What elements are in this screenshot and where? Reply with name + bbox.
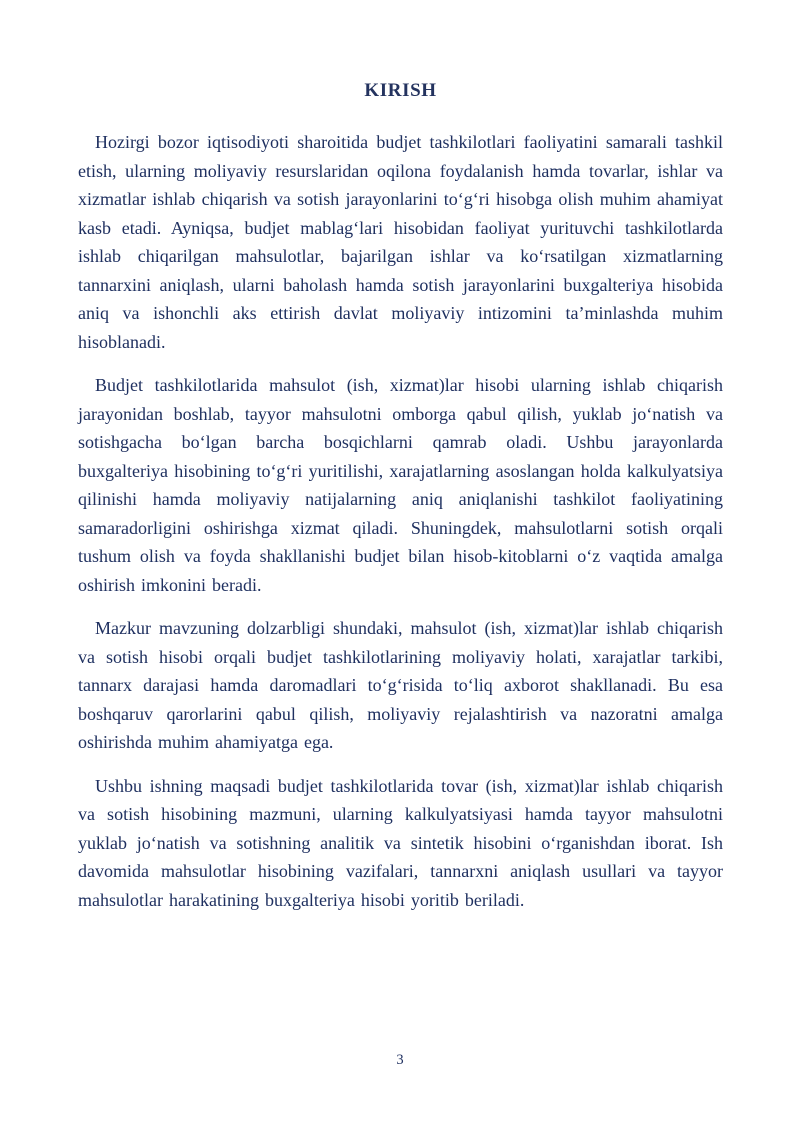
page-title: KIRISH <box>364 80 437 101</box>
paragraph-intro: Hozirgi bozor iqtisodiyoti sharoitida budjet tashkilotlari faoliyatini samarali tashkil etish, ularning moliyaviy resurslaridan oqilona foydalanish hamda tovarlar, ishlar va xizmatlar ishlab chiqarish va sotish jarayonlarini toʻgʻri hisobga olish muhim ahamiyat kasb etadi. Ayniqsa, budjet mablagʻlari hisobidan faoliyat yurituvchi tashkilotlarda ishlab chiqarilgan mahsulotlar, bajarilgan ishlar va koʻrsatilgan xizmatlarning tannarxini aniqlash, ularni baholash hamda sotish jarayonlarini buxgalteriya hisobida aniq va ishonchli aks ettirish davlat moliyaviy intizomini ta’minlashda muhim hisoblanadi. <box>78 132 723 352</box>
paragraph-purpose: Ushbu ishning maqsadi budjet tashkilotlarida tovar (ish, xizmat)lar ishlab chiqarish va sotish hisobining mazmuni, ularning kalkulyatsiyasi hamda tayyor mahsulotni yuklab joʻnatish va sotishning analitik va sintetik hisobini oʻrganishdan iborat. Ish davomida mahsulotlar hisobining vazifalari, tannarxni aniqlash usullari va tayyor mahsulotlar harakatining buxgalteriya hisobi yoritib beriladi. <box>78 775 723 910</box>
page-number: 3 <box>396 1052 404 1068</box>
paragraph-scope: Budjet tashkilotlarida mahsulot (ish, xizmat)lar hisobi ularning ishlab chiqarish jarayonidan boshlab, tayyor mahsulotni omborga qabul qilish, yuklab joʻnatish va sotishgacha boʻlgan barcha bosqichlarni qamrab oladi. Ushbu jarayonlarda buxgalteriya hisobining toʻgʻri yuritilishi, xarajatlarning asoslangan holda kalkulyatsiya qilinishi hamda moliyaviy natijalarning aniq aniqlanishi tashkilot faoliyatining samaradorligini oshirishga xizmat qiladi. Shuningdek, mahsulotlarni sotish orqali tushum olish va foyda shakllanishi budjet bilan hisob-kitoblarni oʻz vaqtida amalga oshirish imkonini beradi. <box>78 375 723 595</box>
paragraph-relevance: Mazkur mavzuning dolzarbligi shundaki, mahsulot (ish, xizmat)lar ishlab chiqarish va sotish hisobi orqali budjet tashkilotlarining moliyaviy holati, xarajatlar tarkibi, tannarx darajasi hamda daromadlari toʻgʻrisida toʻliq axborot shakllanadi. Bu esa boshqaruv qarorlarini qabul qilish, moliyaviy rejalashtirish va nazoratni amalga oshirishda muhim ahamiyatga ega. <box>78 618 723 752</box>
